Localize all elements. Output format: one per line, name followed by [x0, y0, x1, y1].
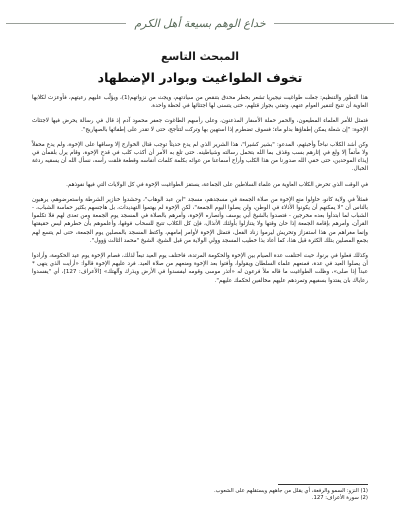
header-divider-left: [274, 23, 394, 24]
footnote: (2) سورة الأعراف: 127.: [311, 495, 368, 502]
paragraph: في الوقت الذي تحرض الكلاب العاوية من علماء السلاطين على الجماعة، يستفز الطواغيت الإخوة في كل الولايات التي فيها نفوذهم.: [66, 181, 368, 188]
page-header: [0, 6, 400, 40]
book-title-logo: خداع الوهم بسيعة أهل الكرم: [134, 16, 266, 30]
paragraph: فمثلاً في ولاية كانو، حاولوا منع الإخوة من صلاة الجمعة في مسجدهم، مسجد "ابن عبد الوهاب"، وحشدوا خنازير الشرطة واستعرضوهم، يرهبون بالناس أن "لا يمكنهم أن يكونوا الأذلاء في الوطن، ولن يصلوا اليوم الجمعة"، لكن الإخوة لم يهتموا التهديدات، بل هاجسهم بكثير حماسة الشباب، - الشباب لما ابتدأوا بعده مخرجين - فتصدوا بالشيخ أبي يوسف وأنصاره الإخوة، وأمرهم بالصلاة في المسجد يوم الجمعة ومن تعدى لهم فلا تكلموا القرآن، وأمرهم بإقامة الجمعة إذا حان وقتها ولا يتنازلوا بأولئك الأنذال، فإن كل الكلاب تتبح للسحاب فوقها، وأعلموهم بأن خطرهم ليس حقيقتها وإنما مغراهم من هذا استفزاز وتحريش ليرموا زناد الفعل، فتمثل الإخوة لأوامر إمامهم، واكتظ المسجد بالمصلين يوم الجمعة، حتى لم يتسع لهم بجمع المصلين بتلك الكثرة قبل هذا، كما أعاد بذا خطيب المسجد وولي الولاية من قبل الشيخ، الشيخ "محمد الثالث ؤوول".: [32, 196, 368, 244]
paragraph: فتمثل للأمر العلماء المطيعون، والحمر حملة الأسفار المذعنون، وعلى رأسهم الطاغوت جعفر محمود آدم إذ قال في رسالة يحرض فيها لاجتثاث الإخوة: "إن شعلة يمكن إطفاؤها بدلو ماء؛ فسوف تضطرم إذا استهين بها وتركت لتتأجج، حتى لا تقدر على إطفائها بالصهاريج".: [32, 118, 368, 133]
footnote-divider: [278, 484, 368, 485]
footnote: (1) النزو: السمو والرفعة، أي يقلل من جاههم ويستقلهم على الشعوب.: [213, 488, 368, 494]
paragraph: وكذلك فعلوا في برنوا، حيث اختلفت عدة الصيام بين الإخوة والحكومة المرتدة، فاختلف يوم العيد تبعاً لذلك، فصام الإخوة يوم عيد الحكومة، وأرادوا أن يصلوا العيد في عدة، فمنعهم علماء السلطان ويقولوا، وأفتوا بعد الإخوة ومنعهم من صلاة العيد. فرد عليهم الإخوة قالوا: «أرأيت الذي ينهى * عبداً إذا صلى»، وظلت الطواغيت ما قاله ملأ فرعون له «أتذر موسى وقومه ليفسدوا في الأرض ويذرك وآلهتك» [الأعراف: 127]، أي "يفسدوا رعاياك بان يفتدوا بسفيهم وتمردهم عليهم مخالفين لحكمك عليهم".: [32, 253, 368, 284]
footnotes: [32, 484, 368, 503]
body-text: [32, 94, 368, 292]
paragraph: هذا التطور والتنظيم: جعلت طواغيت نيجيريا تشعر بخطر محدق بتنقص من سيادتهم، ويجث من نزواتهم(1)، ويؤلّب عليهم رعيتهم، فأوعزت لكلابها العاوية أن تتبح لتنفير العوام عنهم، وتفتي بجواز قتلهم، حتى يتسنى لها اجتثاثها في لحظة واحدة.: [32, 95, 368, 110]
section-label: المبحث التاسع: [160, 50, 240, 63]
chapter-title: تخوف الطواغيت وبوادر الإضطهاد: [97, 70, 303, 85]
paragraph: وكن أشد الكلاب نباحاً وأخبثهم، المدعو: "بشير كشيرا"، هذا الشرير الذي لم يدع حديثاً توجب قتال الخوارج إلا وساقها على الإخوة، ولم يدع محفلاً ولا مأتماً إلا ولغ في إثارهم بسب وقذف بما الله بتحمل رسالته وشياطينه. حتى تلغ به الأمر أن أكذب كلب في قدح الإخوة، وقام يرل بلقمأن في إيذاء الموحدين، حتى خفي الله صدورنا من هذا الكلب وأراح أسماعنا من عوائه بكلمة كلمات أنفاسه وقطعة فلقت رأسه، نسأل الله أن يسقيه ردغة الخبال.: [32, 141, 368, 173]
header-divider-right: [6, 23, 126, 24]
